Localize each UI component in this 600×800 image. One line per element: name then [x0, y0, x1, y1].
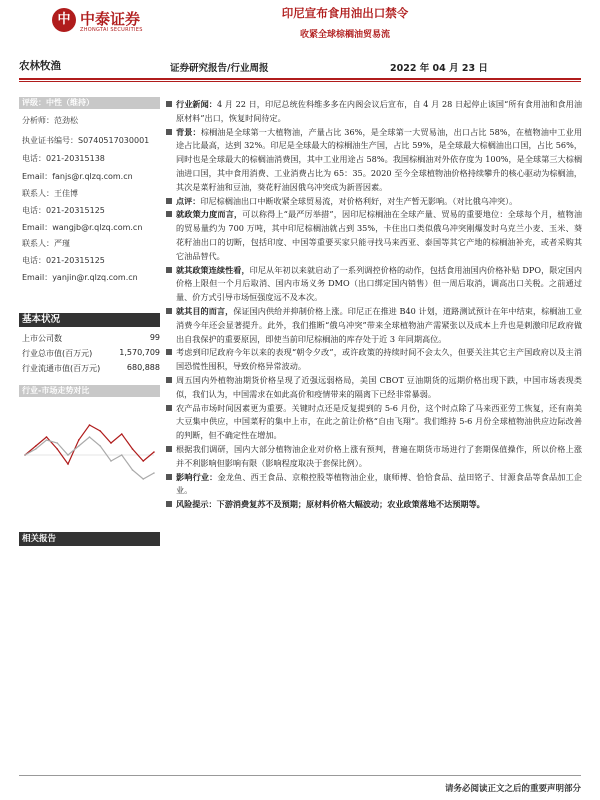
bullet-icon [166, 446, 172, 452]
contact-phone-2: 电话：021-20315125 [22, 256, 105, 265]
paragraph-policy-strength [166, 208, 582, 263]
stat-value: 1,570,709 [119, 348, 160, 357]
chart-point [132, 448, 134, 450]
stat-value: 680,888 [126, 363, 160, 372]
chart-point [89, 424, 91, 426]
bullet-icon [166, 198, 172, 204]
bullet-icon [166, 474, 172, 480]
stat-key: 行业总市值(百万元) [22, 349, 93, 358]
chart-point [46, 436, 48, 438]
logo-mark: 中 [52, 8, 76, 32]
paragraph-risk [166, 498, 582, 512]
para-lead: 点评： [176, 195, 201, 206]
paragraph-timing [166, 402, 582, 443]
report-subtitle: 收紧全球棕榈油贸易流 [299, 30, 390, 40]
footer-divider [19, 775, 581, 776]
bullet-icon [166, 377, 172, 383]
report-type: 证券研究报告/行业周报 [170, 63, 269, 74]
para-text: 可以称得上“最严厉举措”，因印尼棕榈油在全球产量、贸易的重要地位：全球每个月，植物油的贸易量约为 700 万吨，其中印尼棕榈油就占到 35%，卡住出口类似俄乌冲突刚爆发时乌克兰小麦、玉米、葵花籽油出口的切断，包括印度、中国等重要买家只能寻找马来西亚、泰国等其它产地的棕榈油补充，或者采购其它油品替代。 [176, 209, 582, 261]
para-lead: 背景： [176, 126, 201, 137]
chart-point [110, 442, 112, 444]
para-text: 棕榈油是全球第一大植物油，产量占比 36%，是全球第一大贸易油，出口占比 58%，在植物油中工业用途占比最高，达到 32%。印尼是全球最大的棕榈油生产国，占比 59%，是全球最大棕榈油出口国，占比 56%，同时也是全球最大的棕榈油消费国，其中工业用途占 58%。我国棕榈油对外依存度为 100%，是全球第三大棕榈油进口国，其中食用消费、工业消费占比为 65：35。2020 至今全球植物油价格持续攀升的核心驱动为棕榈油，其次是菜籽油和豆油，葵花籽油因俄乌冲突成为新晋因素。 [176, 126, 582, 192]
rating-badge: 评级：中性（维持） [19, 97, 160, 109]
para-lead: 就政策力度而言， [176, 209, 243, 220]
report-date: 2022 年 04 月 23 日 [390, 63, 488, 74]
para-text: 印尼棕榈油出口中断收紧全球贸易流，对价格利好，对生产暂无影响。（对比俄乌冲突）。 [200, 195, 518, 206]
header-divider [19, 78, 581, 80]
paragraph-survey [166, 443, 582, 471]
paragraph-comment [166, 195, 582, 209]
paragraph-purpose [166, 305, 582, 346]
report-body [166, 98, 582, 512]
basic-status-heading: 基本状况 [19, 313, 160, 327]
chart-point [56, 442, 58, 444]
para-text: 下游消费复苏不及预期；原材料价格大幅波动；农业政策落地不达预期等。 [216, 499, 485, 510]
chart-point [67, 463, 69, 465]
stat-key: 上市公司数 [22, 334, 62, 343]
chart-point [99, 430, 101, 432]
bullet-icon [166, 129, 172, 135]
bullet-icon [166, 101, 172, 107]
chart-point [35, 448, 37, 450]
paragraph-news [166, 98, 582, 126]
paragraph-affected-industries [166, 471, 582, 499]
para-text: 金龙鱼、西王食品、京粮控股等植物油企业，康师傅、恰恰食品、益田铭子、甘源食品等食品加工企业。 [176, 471, 582, 496]
logo-en-text: ZHONGTAI SECURITIES [80, 27, 143, 33]
chart-point [78, 439, 80, 441]
header-divider-thin [19, 81, 581, 82]
para-text: 印尼从年初以来就启动了一系列调控价格的动作，包括食用油国内价格补贴 DPO，限定国内价格上限但一个月后取消、国内市场义务 DMO（出口绑定国内销售）但一周后取消，调高出口关税。之前通过量、价方式引导市场恒强度远不及本次。 [176, 264, 582, 303]
para-lead: 风险提示： [176, 499, 217, 510]
chart-point [121, 433, 123, 435]
analyst-name: 分析师：范劲松 [22, 116, 78, 125]
paragraph-duration [166, 346, 582, 374]
chart-point [142, 478, 144, 480]
market-trend-chart [19, 400, 160, 510]
para-lead: 影响行业： [176, 471, 218, 482]
chart-point [142, 460, 144, 462]
contact-email-2[interactable]: Email：yanjin@r.qlzq.com.cn [22, 273, 138, 282]
paragraph-futures [166, 374, 582, 402]
chart-series-line-1 [25, 437, 154, 479]
bullet-icon [166, 405, 172, 411]
chart-point [132, 469, 134, 471]
para-lead: 就其目的而言， [176, 305, 234, 316]
related-reports-heading: 相关报告 [19, 532, 160, 546]
footer-disclaimer: 请务必阅读正文之后的重要声明部分 [444, 784, 581, 794]
chart-series-line-0 [25, 425, 154, 464]
paragraph-background [166, 126, 582, 195]
chart-point [24, 454, 26, 456]
chart-point [78, 445, 80, 447]
para-text: 考虑到印尼政府今年以来的表现“朝令夕改”，或许政策的持续时间不会太久，但要关注其它主产国政府以及主消国恐慌性囤积，导致价格异常波动。 [176, 347, 582, 372]
report-title: 印尼宣布食用油出口禁令 [281, 6, 409, 20]
chart-point [89, 436, 91, 438]
bullet-icon [166, 308, 172, 314]
analyst-phone: 电话：021-20315138 [22, 154, 105, 163]
chart-point [67, 454, 69, 456]
contact-phone-1: 电话：021-20315125 [22, 206, 105, 215]
bullet-icon [166, 501, 172, 507]
chart-point [56, 448, 58, 450]
para-text: 农产品市场时间因素更为重要。关键时点还是反复提到的 5-6 月份，这个时点除了马来西亚劳工恢复，还有南美大豆集中供应，中国菜籽的集中上市，在此之前让价格“自由飞翔”。我们维持 5-6 月份全球植物油供应边际改善的判断，但不确定性在增加。 [176, 402, 582, 441]
para-text: 根据我们调研，国内大部分植物油企业对价格上涨有预判，普遍在期货市场进行了套期保值操作，所以价格上涨并不利影响但影响有限（影响程度取决于套保比例）。 [176, 443, 582, 468]
chart-point [110, 460, 112, 462]
chart-point [46, 439, 48, 441]
analyst-email[interactable]: Email：fanjs@r.qlzq.com.cn [22, 172, 133, 181]
stat-value: 99 [149, 333, 160, 342]
para-lead: 就其政策连续性看， [176, 264, 250, 275]
contact-name-1: 联系人：王佳博 [22, 189, 78, 198]
para-text: 4 月 22 日，印尼总统佐科维多多在内阁会议后宣布，自 4 月 28 日起停止该国“所有食用油和食用油原材料”出口，恢复时间待定。 [176, 99, 582, 123]
contact-email-1[interactable]: Email：wangjb@r.qlzq.com.cn [22, 223, 143, 232]
para-text: 保证国内供给并抑制价格上涨。印尼正在推进 B40 计划，道路测试预计在年中结束，棕榈油工业消费今年还会显著提升。此外，我们推断“俄乌冲突”带来全球植物油产需紧张以及成本上升也是刺激印尼政府做出自我保护的重要原因，即使当前印尼棕榈油的库存处于近 3 年同期高位。 [176, 305, 582, 344]
bullet-icon [166, 211, 172, 217]
bullet-icon [166, 349, 172, 355]
paragraph-policy-continuity [166, 264, 582, 305]
industry-label: 农林牧渔 [19, 60, 61, 72]
stat-key: 行业流通市值(百万元) [22, 364, 101, 373]
chart-point [99, 445, 101, 447]
chart-point [153, 451, 155, 453]
para-text: 周五国内外植物油期货价格呈现了近强远弱格局，美国 CBOT 豆油期货的远期价格出现下跌，中国市场表现类似，我们认为，中国需求在如此高价和疫情带来的隔离下已经非常暴弱。 [176, 374, 582, 399]
chart-point [35, 445, 37, 447]
para-lead: 行业新闻： [176, 99, 217, 109]
chart-heading: 行业-市场走势对比 [19, 385, 160, 397]
logo-cn-text: 中泰证券 [80, 10, 141, 28]
chart-point [121, 454, 123, 456]
bullet-icon [166, 267, 172, 273]
analyst-cert: 执业证书编号：S0740517030001 [22, 136, 150, 145]
chart-point [153, 472, 155, 474]
contact-name-2: 联系人：严瑾 [22, 239, 70, 248]
